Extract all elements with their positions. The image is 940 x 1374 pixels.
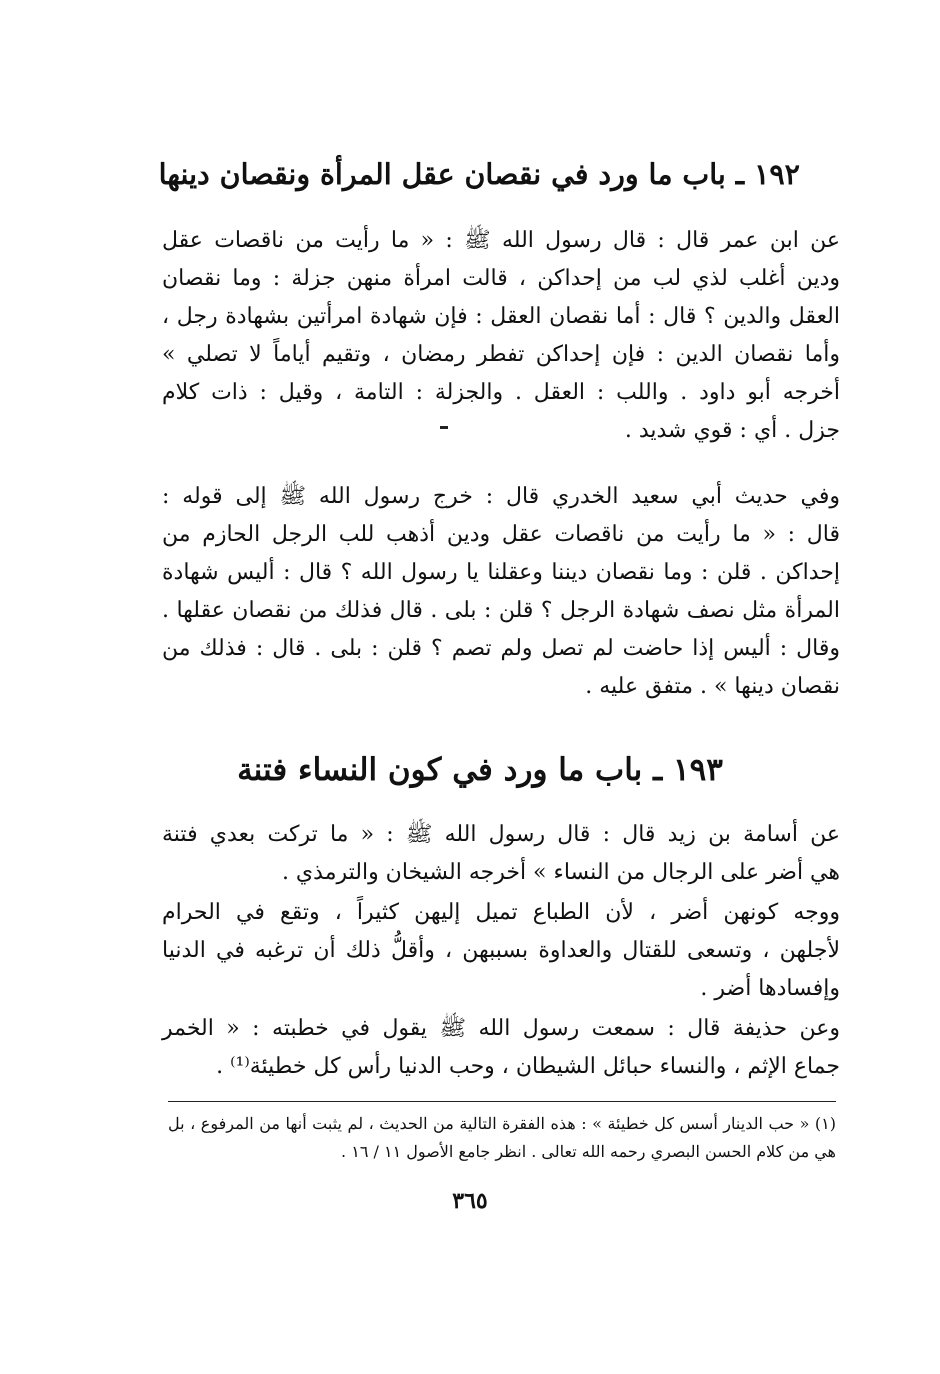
footnote <box>168 1110 836 1166</box>
text-line: أخرجه أبو داود . واللب : العقل . والجزلة : التامة ، وقيل : ذات كلام <box>162 380 840 405</box>
footnote-divider <box>168 1101 836 1102</box>
text-line: وإفسادها أضر . <box>700 976 840 1001</box>
text-line: ووجه كونهن أضر ، لأن الطباع تميل إليهن كثيراً ، وتقع في الحرام <box>162 900 840 925</box>
paragraph-ibn-umar <box>162 222 840 450</box>
text-line: لأجلهن ، وتسعى للقتال والعداوة بسببهن ، وأقلُّ ذلك أن ترغبه في الدنيا <box>162 938 840 963</box>
text-line: جزل . أي : قوي شديد . <box>624 418 840 443</box>
text-line: نقصان دينها » . متفق عليه . <box>585 674 840 699</box>
text-line: المرأة مثل نصف شهادة الرجل ؟ قلن : بلى . قال فذلك من نقصان عقلها . <box>162 598 840 623</box>
ink-speck <box>440 426 448 429</box>
paragraph-abu-said <box>162 478 840 706</box>
text-line: عن أسامة بن زيد قال : قال رسول الله ﷺ : « ما تركت بعدي فتنة <box>162 822 840 847</box>
paragraph-usama <box>162 816 840 892</box>
text-line: هي أضر على الرجال من النساء » أخرجه الشيخان والترمذي . <box>281 860 840 885</box>
text-line: ودين أغلب لذي لب من إحداكن ، قالت امرأة منهن جزلة : وما نقصان <box>162 266 840 291</box>
text-line: وأما نقصان الدين : فإن إحداكن تفطر رمضان ، وتقيم أياماً لا تصلي » <box>162 342 840 367</box>
text-line: جماع الإثم ، والنساء حبائل الشيطان ، وحب الدنيا رأس كل خطيئة⁽¹⁾ . <box>216 1054 840 1079</box>
paragraph-hudhayfa <box>162 1010 840 1086</box>
heading-193: ١٩٣ ـ باب ما ورد في كون النساء فتنة <box>237 752 723 788</box>
text-line: وقال : أليس إذا حاضت لم تصل ولم تصم ؟ قلن : بلى . قال : فذلك من <box>162 636 840 661</box>
heading-192: ١٩٢ ـ باب ما ورد في نقصان عقل المرأة ونقصان دينها <box>158 157 800 191</box>
text-line: عن ابن عمر قال : قال رسول الله ﷺ : « ما رأيت من ناقصات عقل <box>162 228 840 253</box>
footnote-line: (١) « حب الدينار أسس كل خطيئة » : هذه الفقرة التالية من الحديث ، لم يثبت أنها من المرفوع ، بل <box>168 1114 837 1133</box>
text-line: قال : « ما رأيت من ناقصات عقل ودين أذهب للب الرجل الحازم من <box>162 522 840 547</box>
text-line: العقل والدين ؟ قال : أما نقصان العقل : فإن شهادة امرأتين بشهادة رجل ، <box>162 304 840 329</box>
page-number: ٣٦٥ <box>452 1188 488 1214</box>
footnote-line: هي من كلام الحسن البصري رحمه الله تعالى . انظر جامع الأصول ١١ / ١٦ . <box>341 1142 836 1161</box>
text-line: وعن حذيفة قال : سمعت رسول الله ﷺ يقول في خطبته : « الخمر <box>162 1016 840 1041</box>
text-line: وفي حديث أبي سعيد الخدري قال : خرج رسول الله ﷺ إلى قوله : <box>162 484 840 509</box>
paragraph-explanation <box>162 894 840 1008</box>
text-line: إحداكن . قلن : وما نقصان ديننا وعقلنا يا رسول الله ؟ قال : أليس شهادة <box>162 560 840 585</box>
